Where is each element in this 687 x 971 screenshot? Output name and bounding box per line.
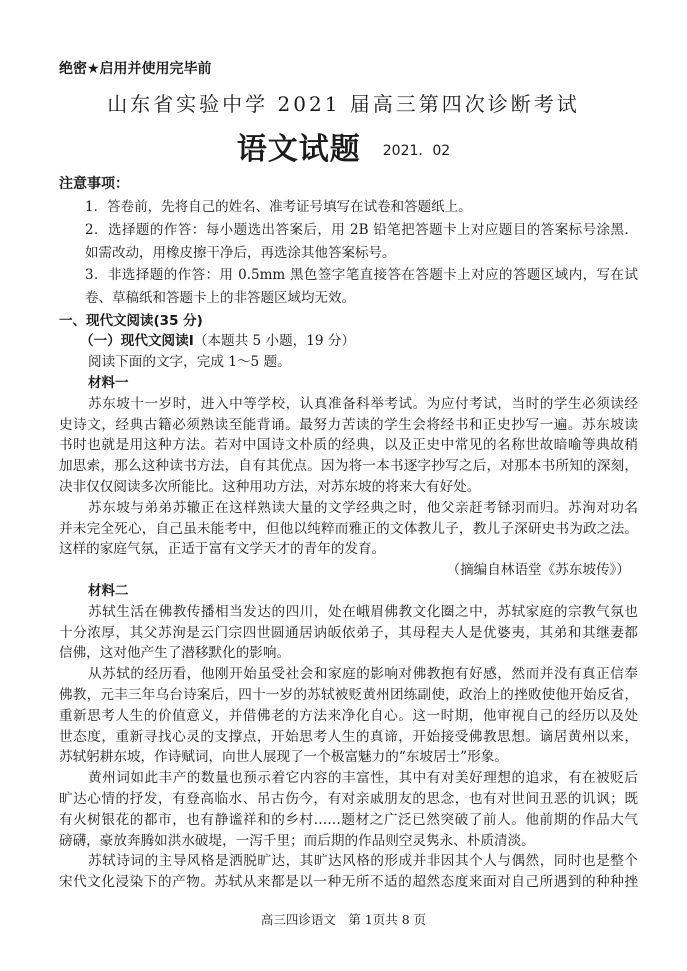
paragraph xyxy=(59,498,638,560)
subsection-note: （本题共 5 小题，19 分） xyxy=(193,333,356,350)
text-line: 重新思考人生的价值意义，并借佛老的方法来净化自心。这一时期，他审视自己的经历以及处 xyxy=(59,707,638,724)
subject-title: 语文试题 xyxy=(236,132,361,167)
text-line: 佛教，元丰三年乌台诗案后，四十一岁的苏轼被贬黄州团练副使，政治上的挫败使他开始反省， xyxy=(59,686,638,703)
text-line: 苏东坡与弟弟苏辙正在这样熟读大量的文学经典之时，他父亲赶考铩羽而归。苏洵对功名 xyxy=(88,499,638,516)
exam-date: 2021．02 xyxy=(382,143,451,159)
subsection-name: （一）现代文阅读Ⅰ xyxy=(80,333,194,350)
text-line: 从苏轼的经历看，他刚开始虽受社会和家庭的影响对佛教抱有好感，然而并没有真正信奉 xyxy=(88,666,638,683)
notice-line: 3．非选择题的作答：用 0.5mm 黑色签字笔直接答在答题卡上对应的答题区域内，写在试 xyxy=(85,267,638,284)
text-line: 苏轼生活在佛教传播相当发达的四川，处在峨眉佛教文化圈之中，苏轼家庭的宗教气氛也 xyxy=(88,603,638,620)
notice-line: 2．选择题的作答：每小题选出答案后，用 2B 铅笔把答题卡上对应题目的答案标号涂黑． xyxy=(85,221,638,238)
materials xyxy=(59,373,638,893)
text-line: 十分浓厚，其父苏洵是云门宗四世圆通居讷皈依弟子，其母程夫人是优婆夷，其弟和其继妻都 xyxy=(59,624,638,641)
notice-item xyxy=(85,219,638,265)
confidential-label: 绝密★启用并使用完毕前 xyxy=(59,61,212,77)
exam-title: 山东省实验中学 2021 届高三第四次诊断考试 xyxy=(107,92,580,116)
text-line: 世态度，重新寻找心灵的支撑点，开始思考人生的真谛，开始接受佛教思想。谪居黄州以来， xyxy=(59,728,638,745)
text-line: 黄州词如此丰产的数量也预示着它内容的丰富性，其中有对美好理想的追求，有在被贬后 xyxy=(88,770,638,787)
paragraph xyxy=(59,602,638,664)
subject-row xyxy=(0,124,687,168)
notice-item xyxy=(85,264,638,310)
text-line: 书时也就是用这种方法。若对中国诗文朴质的经典，以及正史中常见的名称世故暗喻等典故稍 xyxy=(59,437,638,454)
text-line: 加思索，那么这种读书方法，自有其优点。因为将一本书逐字抄写之后，对那本书所知的深刻， xyxy=(59,458,638,475)
material xyxy=(59,581,638,893)
page-footer: 高三四诊语文 第 1页共 8 页 xyxy=(260,912,427,927)
text-line: 决非仅仅阅读多次所能比。这种用功方法，对苏东坡的将来大有好处。 xyxy=(59,478,481,495)
paragraph xyxy=(59,664,638,768)
text-line: 宋代文化浸染下的产物。苏轼从来都是以一种无所不适的超然态度来面对自己所遇到的种种挫 xyxy=(59,874,638,891)
paragraph xyxy=(59,851,638,893)
text-line: 有火树银花的都市，也有静谧祥和的乡村……题材之广泛已然突破了前人。他前期的作品大气 xyxy=(59,811,638,828)
notice-item xyxy=(85,196,638,219)
instruction: 阅读下面的文字，完成 1～5 题。 xyxy=(88,354,291,371)
notice-line: 如需改动，用橡皮擦干净后，再选涂其他答案标号。 xyxy=(85,244,396,261)
notice-line: 1．答卷前，先将自己的姓名、准考证号填写在试卷和答题纸上。 xyxy=(85,199,472,215)
text-line: 这样的家庭气氛，正适于富有文学天才的青年的发育。 xyxy=(59,541,386,558)
notices-list xyxy=(85,196,638,310)
text-line: 信佛，这对他产生了潜移默化的影响。 xyxy=(59,645,291,662)
paragraph xyxy=(59,768,638,851)
material xyxy=(59,373,638,581)
reading-section xyxy=(59,311,638,893)
text-line: 苏轼诗词的主导风格是洒脱旷达，其旷达风格的形成并非因其个人与偶然，同时也是整个 xyxy=(88,853,638,870)
text-line: 苏轼躬耕东坡，作诗赋词，向世人展现了一个极富魅力的“东坡居士”形象。 xyxy=(59,749,508,766)
source-citation: （摘编自林语堂《苏东坡传》） xyxy=(446,562,630,579)
text-line: 磅礴，豪放奔腾如洪水破堤，一泻千里；而后期的作品则空灵隽永、朴质清淡。 xyxy=(59,832,535,849)
material-title: 材料二 xyxy=(88,582,129,599)
paragraph xyxy=(59,394,638,498)
section-title: 一、现代文阅读(35 分) xyxy=(59,312,203,329)
notice-line: 卷、草稿纸和答题卡上的非答题区域均无效。 xyxy=(85,290,355,307)
material-title: 材料一 xyxy=(88,374,129,391)
text-line: 旷达心情的抒发，有登高临水、吊古伤今，有对亲戚朋友的思念，也有对世间丑恶的讥讽；既 xyxy=(59,790,638,807)
text-line: 史诗文，经典古籍必须熟读至能背诵。最努力苦读的学生会将经书和正史抄写一遍。苏东坡读 xyxy=(59,416,638,433)
notices-heading: 注意事项： xyxy=(59,176,129,192)
subsection-title xyxy=(59,331,638,352)
text-line: 并未完全死心，自己虽未能考中，但他以纯粹而雅正的文体教儿子，教儿子深研史书为政之法。 xyxy=(59,520,638,537)
text-line: 苏东坡十一岁时，进入中等学校，认真准备科举考试。为应付考试，当时的学生必须读经 xyxy=(88,395,638,412)
